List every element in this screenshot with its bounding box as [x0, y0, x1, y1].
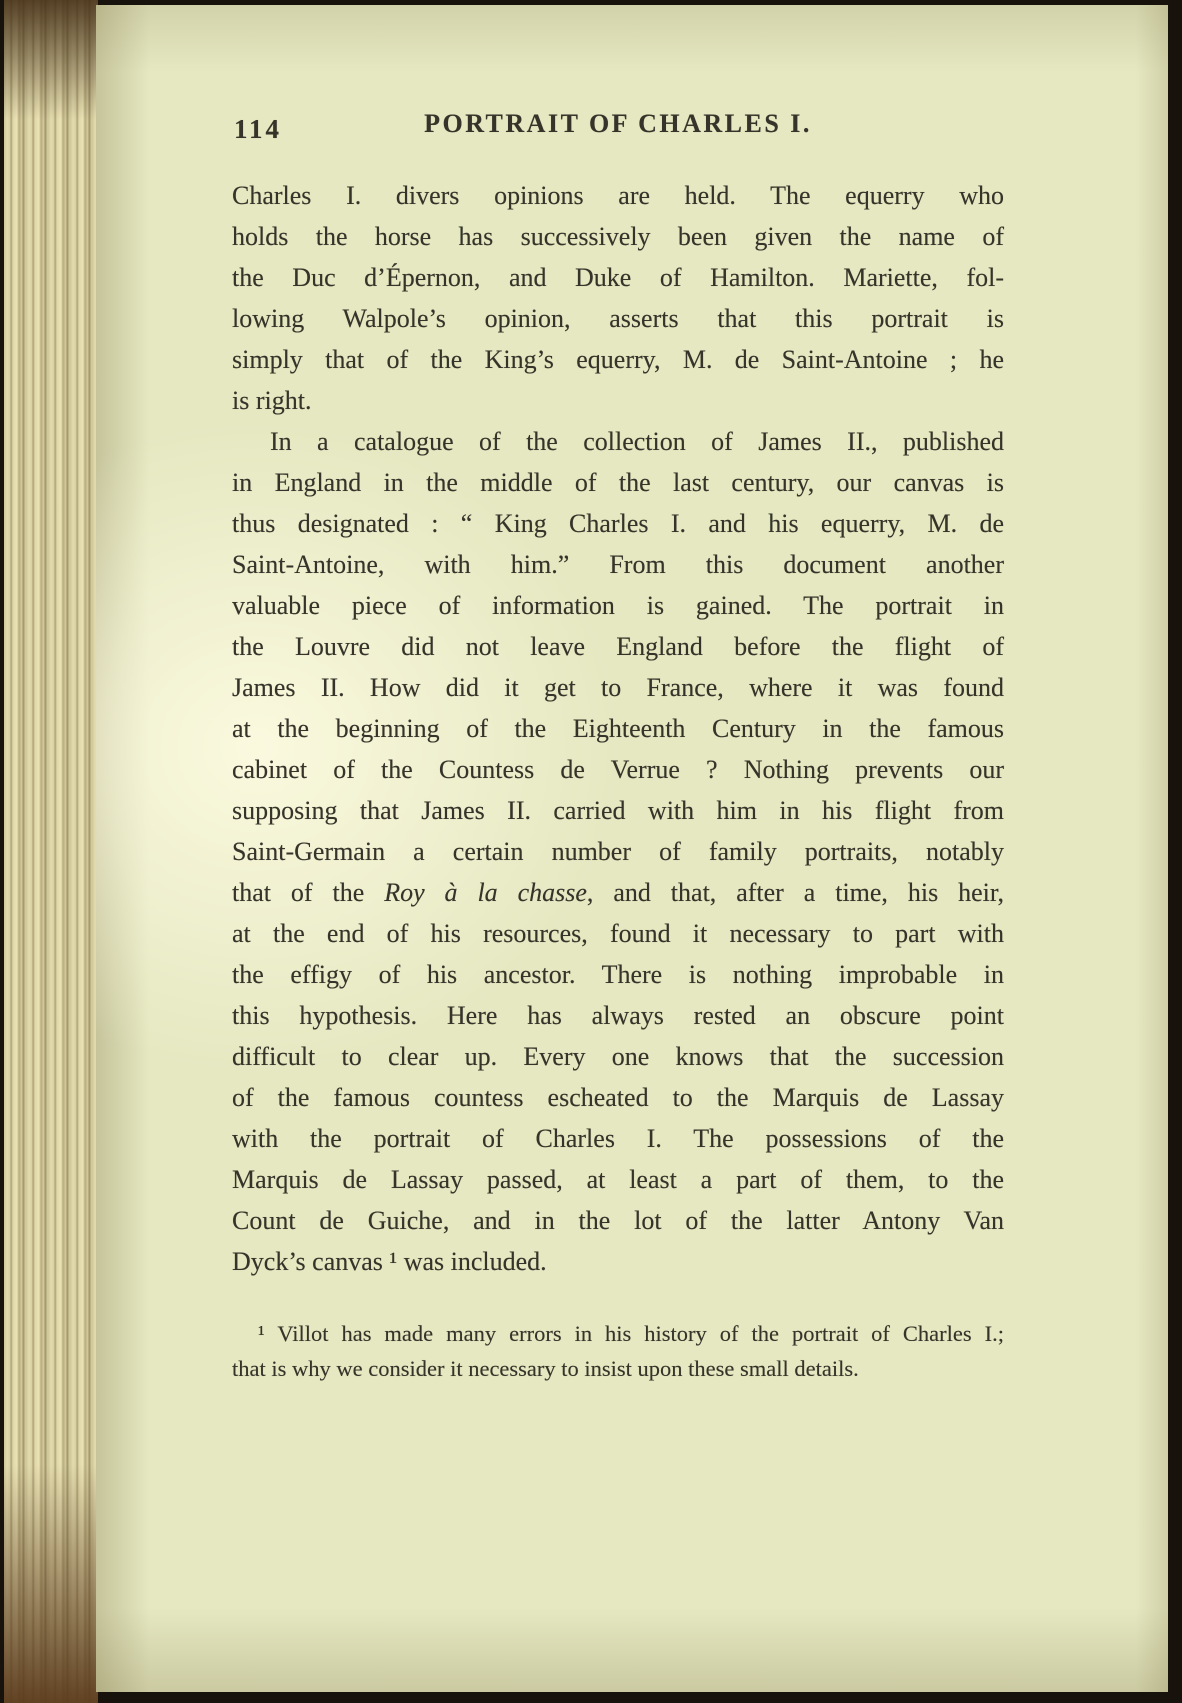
text-line: Count de Guiche, and in the lot of the latter Antony Van	[232, 1206, 1004, 1235]
text-line: in England in the middle of the last century, our canvas is	[232, 468, 1004, 497]
text-line-with-italic	[232, 872, 1004, 913]
text-line: simply that of the King’s equerry, M. de Saint-Antoine ; he	[232, 345, 1004, 374]
text-line: Dyck’s canvas ¹ was included.	[232, 1247, 547, 1276]
text-line: thus designated : “ King Charles I. and his equerry, M. de	[232, 509, 1004, 538]
text-line: is right.	[232, 386, 312, 415]
book-page	[96, 5, 1168, 1692]
paragraph-2-part-2	[232, 913, 1004, 1282]
text-line: the Duc d’Épernon, and Duke of Hamilton. Mariette, fol-	[232, 263, 1004, 292]
text-line: difficult to clear up. Every one knows that the succession	[232, 1042, 1004, 1071]
text-line: the effigy of his ancestor. There is nothing improbable in	[232, 960, 1004, 989]
text-line: this hypothesis. Here has always rested an obscure point	[232, 1001, 1004, 1030]
page-edge-stack	[4, 0, 98, 1703]
footnote-line: ¹ Villot has made many errors in his history of the portrait of Charles I.;	[258, 1321, 1004, 1346]
text-line: James II. How did it get to France, where it was found	[232, 673, 1004, 702]
text-line: valuable piece of information is gained. The portrait in	[232, 591, 1004, 620]
text-line: of the famous countess escheated to the Marquis de Lassay	[232, 1083, 1004, 1112]
text-line: Marquis de Lassay passed, at least a part of them, to the	[232, 1165, 1004, 1194]
footnote-line: that is why we consider it necessary to insist upon these small details.	[232, 1356, 859, 1381]
paragraph-2-part-1	[232, 421, 1004, 872]
text-line: supposing that James II. carried with him in his flight from	[232, 796, 1004, 825]
footnote	[232, 1316, 1004, 1386]
running-title: PORTRAIT OF CHARLES I.	[424, 109, 812, 138]
text-line: the Louvre did not leave England before the flight of	[232, 632, 1004, 661]
page-content	[232, 109, 1004, 1386]
page-header	[232, 109, 1004, 153]
paragraph-1	[232, 175, 1004, 421]
text-line: at the beginning of the Eighteenth Century in the famous	[232, 714, 1004, 743]
line-segment: that of the	[232, 878, 385, 907]
text-line: Saint-Antoine, with him.” From this document another	[232, 550, 1004, 579]
line-segment: , and that, after a time, his heir,	[586, 878, 1004, 907]
text-line: Charles I. divers opinions are held. The equerry who	[232, 181, 1004, 210]
text-line: at the end of his resources, found it necessary to part with	[232, 919, 1004, 948]
page-number: 114	[234, 114, 283, 144]
text-line: with the portrait of Charles I. The possessions of the	[232, 1124, 1004, 1153]
text-line: In a catalogue of the collection of James II., published	[270, 427, 1004, 456]
text-line: cabinet of the Countess de Verrue ? Nothing prevents our	[232, 755, 1004, 784]
italic-phrase: Roy à la chasse	[384, 878, 587, 907]
text-line: Saint-Germain a certain number of family portraits, notably	[232, 837, 1004, 866]
text-line: holds the horse has successively been given the name of	[232, 222, 1004, 251]
text-line: lowing Walpole’s opinion, asserts that this portrait is	[232, 304, 1004, 333]
